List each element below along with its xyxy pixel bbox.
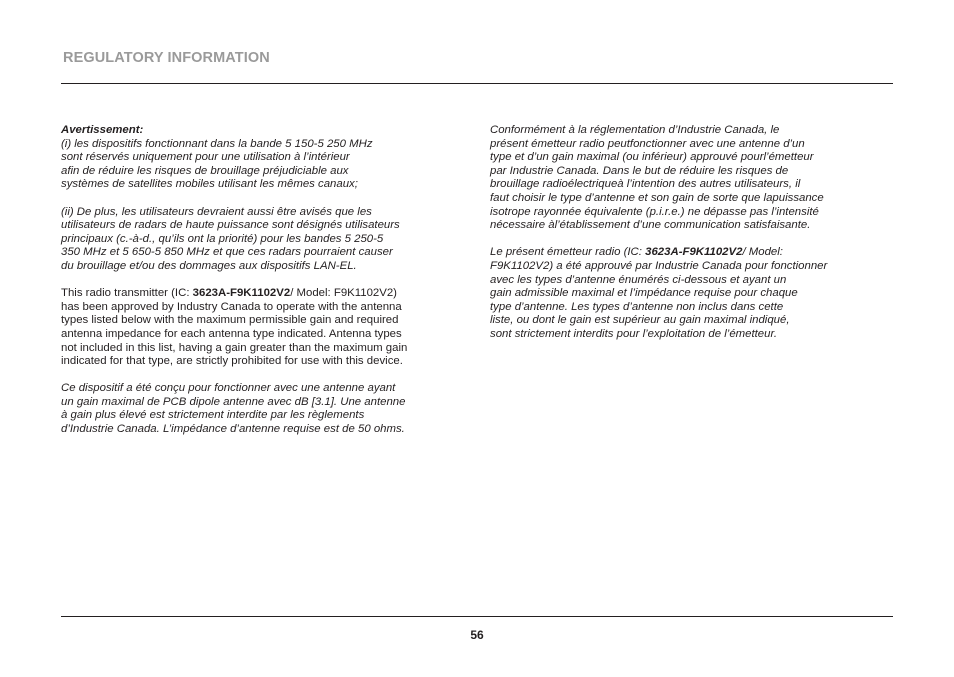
paragraph-line: 350 MHz et 5 650-5 850 MHz et que ces radars pourraient causer [61,246,393,259]
text-span: This radio transmitter (IC: [61,287,193,300]
warning-heading-block [61,124,461,192]
paragraph-line: indicated for that type, are strictly prohibited for use with this device. [61,355,403,368]
paragraph-line: utilisateurs de radars de haute puissance sont désignés utilisateurs [61,219,400,232]
paragraph-line: liste, ou dont le gain est supérieur au gain maximal indiqué, [490,314,790,327]
paragraph-line: faut choisir le type d’antenne et son gain de sorte que lapuissance [490,191,824,204]
paragraph-line: Ce dispositif a été conçu pour fonctionner avec une antenne ayant [61,382,396,395]
paragraph-line: principaux (c.-à-d., qu’ils ont la priorité) pour les bandes 5 250-5 [61,232,384,245]
paragraph-line [490,246,885,260]
paragraph-line: Conformément à la réglementation d’Industrie Canada, le [490,124,780,136]
ic-number: 3623A-F9K1102V2 [192,287,291,300]
paragraph-line: antenna impedance for each antenna type indicated. Antenna types [61,327,402,340]
paragraph-line [61,287,461,301]
bottom-divider [61,616,893,617]
left-column [61,124,461,450]
paragraph-line: isotrope rayonnée équivalente (p.i.r.e.) ne dépasse pas l’intensité [490,205,819,218]
paragraph-line: (ii) De plus, les utilisateurs devraient aussi être avisés que les [61,205,372,218]
paragraph-line: brouillage radioélectriqueà l’intention des autres utilisateurs, il [490,178,801,191]
ic-number: 3623A-F9K1102V2 [645,246,743,259]
radar-paragraph [61,206,461,274]
paragraph-line: afin de réduire les risques de brouillage préjudiciable aux [61,164,349,177]
text-span: / Model: F9K1102V2) [290,287,397,300]
paragraph-line: sont strictement interdits pour l’exploitation de l’émetteur. [490,327,778,340]
paragraph-line: présent émetteur radio peutfonctionner avec une antenne d’un [490,137,805,150]
paragraph-line: gain admissible maximal et l’impédance requise pour chaque [490,287,798,300]
paragraph-line: F9K1102V2) a été approuvé par Industrie Canada pour fonctionner [490,259,828,272]
conformity-paragraph [490,124,885,233]
paragraph-line: not included in this list, having a gain greater than the maximum gain [61,341,408,354]
paragraph-line: à gain plus élevé est strictement interdite par les règlements [61,409,365,422]
english-transmitter-paragraph [61,287,461,369]
french-transmitter-paragraph [490,246,885,341]
paragraph-line: type et d’un gain maximal (ou inférieur) approuvé pourl’émetteur [490,151,814,164]
paragraph-line: un gain maximal de PCB dipole antenne avec dB [3.1]. Une antenne [61,395,406,408]
paragraph-line: type d’antenne. Les types d’antenne non inclus dans cette [490,300,784,313]
page-number: 56 [470,628,484,642]
warning-heading: Avertissement: [61,124,144,136]
paragraph-line: par Industrie Canada. Dans le but de réduire les risques de [490,164,789,177]
top-divider [61,83,893,84]
paragraph-line: has been approved by Industry Canada to operate with the antenna [61,300,402,313]
text-span: Le présent émetteur radio (IC: [490,246,646,259]
paragraph-line: sont réservés uniquement pour une utilisation à l’intérieur [61,151,350,164]
paragraph-line: du brouillage et/ou des dommages aux dispositifs LAN-EL. [61,259,357,272]
text-span: / Model: [742,246,783,259]
paragraph-line: nécessaire àl’établissement d’une communication satisfaisante. [490,219,811,232]
paragraph-line: systèmes de satellites mobiles utilisant les mêmes canaux; [61,178,358,191]
section-title: REGULATORY INFORMATION [63,50,270,66]
right-column [490,124,885,355]
paragraph-line: types listed below with the maximum permissible gain and required [61,314,399,327]
antenna-gain-paragraph [61,382,461,436]
paragraph-line: d’Industrie Canada. L’impédance d’antenne requise est de 50 ohms. [61,423,405,436]
paragraph-line: avec les types d’antenne énumérés ci-dessous et ayant un [490,273,787,286]
paragraph-line: (i) les dispositifs fonctionnant dans la bande 5 150-5 250 MHz [61,137,373,150]
